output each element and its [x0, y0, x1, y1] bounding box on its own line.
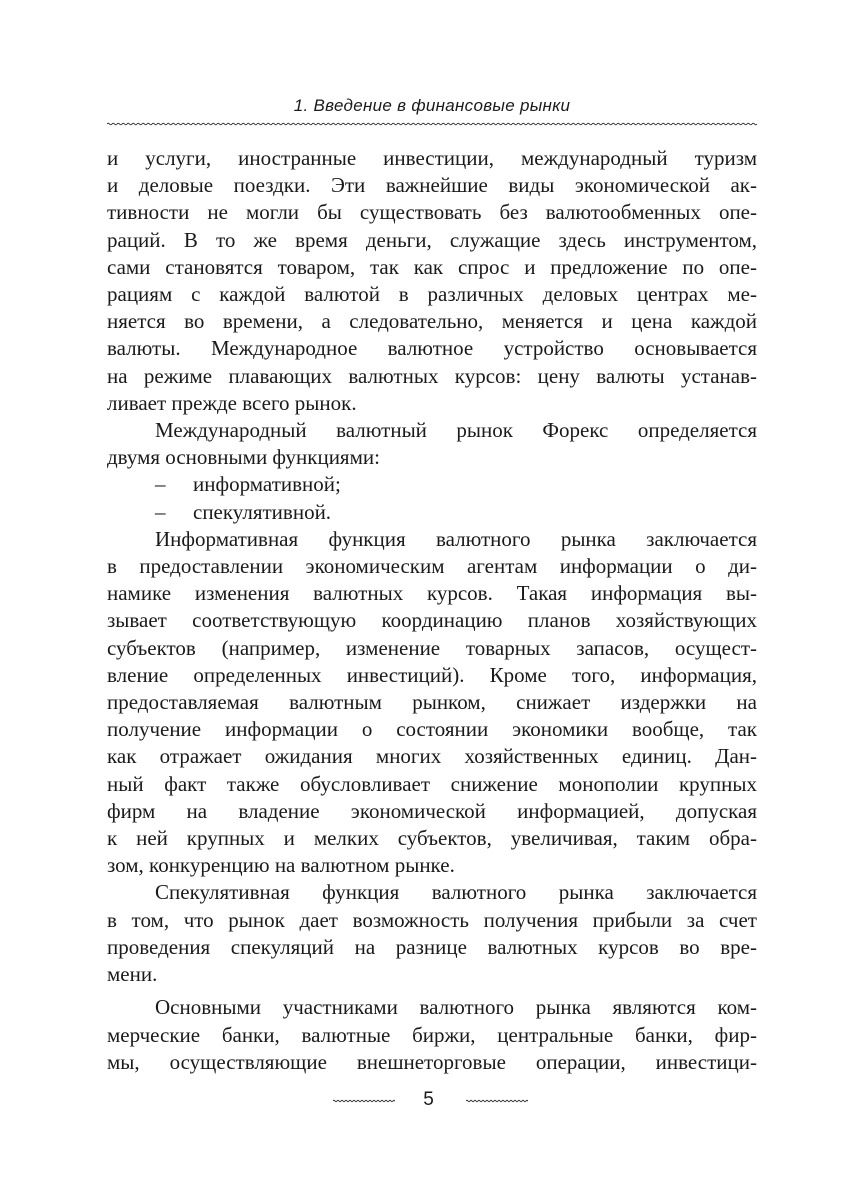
text-line: ливает прежде всего рынок.	[107, 390, 357, 415]
text-line: Основными участниками валютного рынка являются ком-	[155, 995, 757, 1020]
text-line: Информативная функция валютного рынка заключается	[155, 526, 757, 551]
paragraph	[107, 994, 757, 1021]
body-text	[107, 145, 757, 1076]
paragraph	[107, 553, 757, 852]
running-head: 1. Введение в финансовые рынки	[293, 96, 571, 115]
text-line: мы, осуществляющие внешнеторговые операции, инвестици-	[107, 1049, 757, 1074]
text-line: проведения спекуляций на разнице валютных курсов во вре-	[107, 934, 757, 959]
text-line: Спекулятивная функция валютного рынка заключается	[155, 880, 757, 905]
paragraph	[107, 145, 757, 390]
text-line: и деловые поездки. Эти важнейшие виды экономической ак-	[107, 173, 757, 198]
text-line: сами становятся товаром, так как спрос и предложение по опе-	[107, 254, 757, 279]
list-item	[107, 471, 757, 498]
paragraph-last-line	[107, 444, 757, 471]
list-dash: –	[155, 472, 166, 497]
text-line: раций. В то же время деньги, служащие здесь инструментом,	[107, 227, 757, 252]
text-line: валюты. Международное валютное устройство основывается	[107, 336, 757, 361]
list-item-text: информативной;	[193, 472, 341, 497]
paragraph	[107, 526, 757, 553]
text-line: намике изменения валютных курсов. Такая информация вы-	[107, 581, 757, 606]
text-line: зом, конкуренцию на валютном рынке.	[107, 853, 455, 878]
text-line: мени.	[107, 962, 158, 987]
paragraph	[107, 907, 757, 961]
page-footer	[0, 1087, 857, 1117]
text-line: предоставляемая валютным рынком, снижает издержки на	[107, 690, 757, 715]
paragraph-last-line	[107, 961, 757, 988]
paragraph-last-line	[107, 390, 757, 417]
text-line: двумя основными функциями:	[107, 445, 380, 470]
text-line: зывает соответствующую координацию планов хозяйствующих	[107, 608, 757, 633]
list-item	[107, 499, 757, 526]
text-line: тивности не могли бы существовать без валютообменных опе-	[107, 200, 757, 225]
text-line: в том, что рынок дает возможность получения прибыли за счет	[107, 907, 757, 932]
list-dash: –	[155, 499, 166, 524]
paragraph	[107, 1022, 757, 1076]
text-line: к ней крупных и мелких субъектов, увеличивая, таким обра-	[107, 826, 757, 851]
text-line: мерческие банки, валютные биржи, центральные банки, фир-	[107, 1022, 757, 1047]
text-line: и услуги, иностранные инвестиции, международный туризм	[107, 146, 757, 170]
text-line: рациям с каждой валютой в различных деловых центрах ме-	[107, 282, 757, 307]
text-line: Международный валютный рынок Форекс определяется	[155, 418, 757, 443]
paragraph	[107, 879, 757, 906]
page-number: 5	[423, 1089, 434, 1110]
text-line: ный факт также обусловливает снижение монополии крупных	[107, 771, 757, 796]
paragraph	[107, 417, 757, 444]
footer-ornament-right	[466, 1098, 528, 1104]
list-item-text: спекулятивной.	[193, 499, 332, 524]
text-line: фирм на владение экономической информацией, допуская	[107, 798, 757, 823]
text-line: няется во времени, а следовательно, меняется и цена каждой	[107, 309, 757, 334]
text-line: на режиме плавающих валютных курсов: цену валюты устанав-	[107, 363, 757, 388]
text-line: субъектов (например, изменение товарных запасов, осущест-	[107, 635, 757, 660]
text-line: в предоставлении экономическим агентам информации о ди-	[107, 554, 757, 579]
text-line: вление определенных инвестиций). Кроме того, информация,	[107, 662, 757, 687]
text-line: как отражает ожидания многих хозяйственных единиц. Дан-	[107, 744, 757, 769]
text-line: получение информации о состоянии экономики вообще, так	[107, 717, 757, 742]
paragraph-last-line	[107, 852, 757, 879]
header-rule	[107, 120, 757, 128]
